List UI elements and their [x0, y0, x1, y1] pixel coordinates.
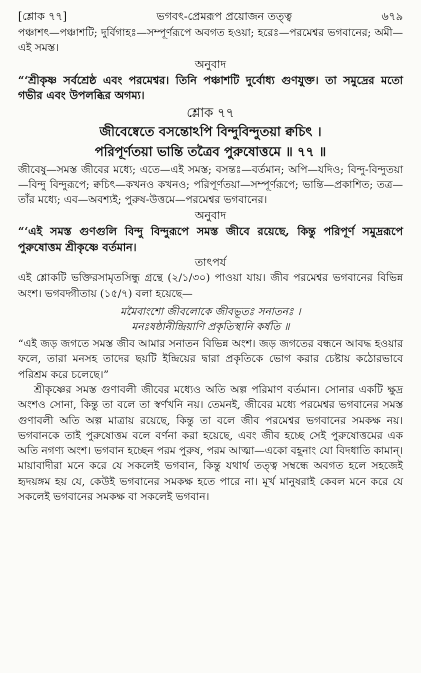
shloka-heading: শ্লোক ৭৭ [186, 105, 235, 121]
gita-translation: “এই জড় জগতে সমস্ত জীব আমার সনাতন বিভিন্ন অংশ। জড় জগতের বন্ধনে আবদ্ধ হওয়ার ফলে, তারা মনসহ তাদের ছয়টি ইন্দ্রিয়ের দ্বারা প্রকৃতিকে ভোগ করার চেষ্টায় কঠোরভাবে পরিশ্রম করে চলেছে।” [18, 338, 403, 381]
verse-line-2: পরিপূর্ণতয়া ভান্তি তত্রৈব পুরুষোত্তমে ॥ ৭৭ ॥ [94, 144, 327, 160]
verse-line-1: জীবেষ্বেতে বসন্তোঽপি বিন্দুবিন্দুতয়া ক্বচিৎ । [99, 124, 322, 140]
word-meanings-continued: পঞ্চাশৎ—পঞ্চাশটি; দুর্বিগাহঃ—সম্পূর্ণরূপে অবগত হওয়া; হরেঃ—পরমেশ্বর ভগবানের; অমী—এই সমস্ত। [18, 27, 403, 55]
gita-quote-line-1: মমৈবাংশো জীবলোকে জীবভূতঃ সনাতনঃ । [120, 306, 301, 319]
anuvad-text-1: “‘শ্রীকৃষ্ণ সর্বশ্রেষ্ঠ এবং পরমেশ্বর। তিনি পঞ্চাশটি দুর্বোধ্য গুণযুক্ত। তা সমুদ্রের মতো গভীর এবং উপলব্ধির অগম্য। [18, 73, 403, 103]
header-verse-ref: [শ্লোক ৭৭] [18, 10, 67, 23]
gita-quote-line-2: মনঃষষ্ঠানীন্দ্রিয়াণি প্রকৃতিস্থানি কর্ষতি ॥ [131, 320, 290, 333]
anuvad-heading-2: অনুবাদ [194, 209, 227, 223]
tatparya-intro: এই শ্লোকটি ভক্তিরসামৃতসিন্ধু গ্রন্থে (২/১/৩০) পাওয়া যায়। জীব পরমেশ্বর ভগবানের বিভিন্ন অংশ। ভগবদ্গীতায় (১৫/৭) বলা হয়েছে— [18, 272, 403, 300]
header-chapter-title: ভগবৎ-প্রেমরূপ প্রয়োজন তত্ত্ব [156, 10, 292, 23]
purport-paragraph: শ্রীকৃষ্ণের সমস্ত গুণাবলী জীবের মধ্যেও অতি অল্প পরিমাণ বর্তমান। সোনার একটি ক্ষুদ্র অংশও সোনা, কিন্তু তা বলে তা স্বর্ণখনি নয়। তেমনই, জীবের মধ্যে পরমেশ্বর ভগবানের সমস্ত গুণাবলী অতি অল্প মাত্রায় রয়েছে, কিন্তু তা বলে জীব পরমেশ্বর ভগবানের সমকক্ষ নয়। ভগবানকে তাই পুরুষোত্তম বলে বর্ণনা করা হয়েছে, এবং জীব হচ্ছে সেই পুরুষোত্তমের এক অতি নগণ্য অংশ। ভগবান হচ্ছেন পরম পুরুষ, পরম আত্মা—একো বহূনাং যো বিদধাতি কামান্। মায়াবাদীরা মনে করে যে সকলেই ভগবান, কিন্তু যথার্থ তত্ত্ব সম্বন্ধে অবগত হলে সহজেই হৃদয়ঙ্গম হয় যে, কেউই ভগবানের সমকক্ষ হতে পারে না। মূর্খ মানুষরাই কেবল মনে করে যে সকলেই ভগবানের সমকক্ষ বা সকলেই ভগবান। [18, 383, 403, 504]
header-page-number: ৬৭৯ [381, 10, 403, 23]
anuvad-heading-1: অনুবাদ [194, 57, 227, 71]
page-header [18, 8, 403, 26]
tatparya-heading: তাৎপর্য [194, 256, 227, 270]
word-meanings: জীবেষু—সমস্ত জীবের মধ্যে; এতে—এই সমস্ত; বসন্তঃ—বর্তমান; অপি—যদিও; বিন্দু-বিন্দুতয়া—বিন্দু বিন্দুরূপে; ক্বচিৎ—কখনও কখনও; পরিপূর্ণতয়া—সম্পূর্ণরূপে; ভান্তি—প্রকাশিত; তত্র—তাঁর মধ্যে; এব—অবশ্যই; পুরুষ-উত্তমে—পরমেশ্বর ভগবানের। [18, 163, 403, 207]
anuvad-text-2: “‘এই সমস্ত গুণগুলি বিন্দু বিন্দুরূপে সমস্ত জীবে রয়েছে, কিন্তু পরিপূর্ণ সমুদ্ররূপে পুরুষোত্তম শ্রীকৃষ্ণে বর্তমান। [18, 225, 403, 254]
